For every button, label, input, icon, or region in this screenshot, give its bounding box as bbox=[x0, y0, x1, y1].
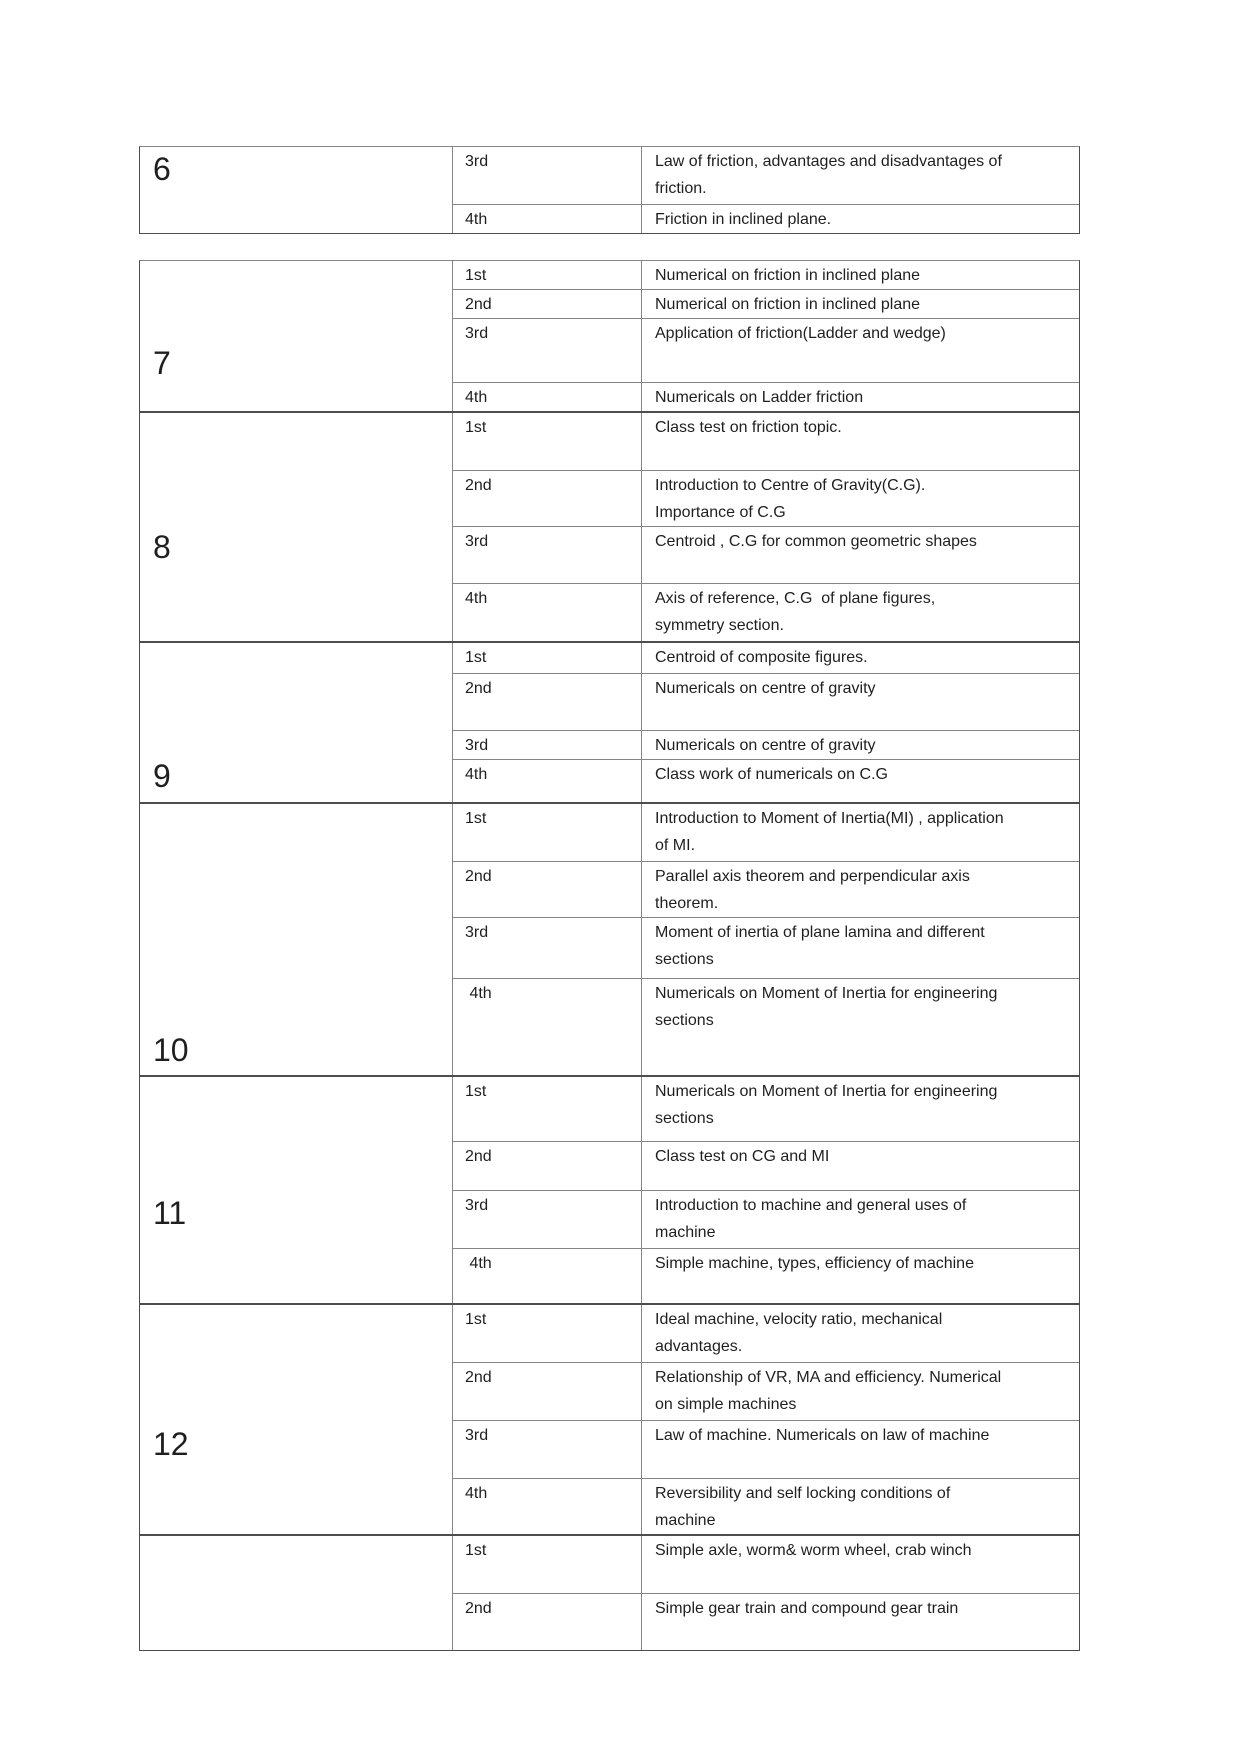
period-cell: 2nd bbox=[453, 1142, 642, 1190]
topic-text: Introduction to Moment of Inertia(MI) , application of MI. bbox=[655, 810, 1009, 854]
topic-text: Ideal machine, velocity ratio, mechanical advantages. bbox=[655, 1311, 947, 1355]
topic-text: Numerical on friction in inclined plane bbox=[655, 267, 921, 284]
period-cell: 4th bbox=[453, 760, 642, 802]
period-cell: 1st bbox=[453, 1077, 642, 1141]
topic-text: Simple gear train and compound gear train bbox=[655, 1600, 959, 1617]
week-number: 11 bbox=[153, 1195, 187, 1231]
lesson-row bbox=[453, 978, 1079, 1075]
lesson-row bbox=[453, 1420, 1079, 1478]
topic-text: Numericals on centre of gravity bbox=[655, 737, 876, 754]
week-rows bbox=[453, 1536, 1079, 1650]
period-cell: 2nd bbox=[453, 290, 642, 318]
period-cell: 4th bbox=[453, 1479, 642, 1534]
topic-cell bbox=[642, 918, 1079, 978]
topic-cell bbox=[642, 1421, 1079, 1478]
week-number-cell bbox=[140, 1305, 453, 1534]
period-cell: 4th bbox=[453, 205, 642, 233]
topic-cell bbox=[642, 1142, 1079, 1190]
period-cell: 3rd bbox=[453, 1191, 642, 1248]
lesson-row bbox=[453, 1141, 1079, 1190]
period-cell: 1st bbox=[453, 261, 642, 289]
period-cell: 4th bbox=[453, 1249, 642, 1303]
topic-cell bbox=[642, 643, 1079, 673]
period-cell: 2nd bbox=[453, 1594, 642, 1650]
lesson-row bbox=[453, 1190, 1079, 1248]
topic-cell bbox=[642, 804, 1079, 861]
topic-cell bbox=[642, 147, 1079, 204]
lesson-row bbox=[453, 318, 1079, 382]
topic-text: Parallel axis theorem and perpendicular axis theorem. bbox=[655, 868, 975, 912]
lesson-row bbox=[453, 861, 1079, 917]
lesson-row bbox=[453, 583, 1079, 641]
week-number-cell bbox=[140, 1077, 453, 1303]
period-cell: 3rd bbox=[453, 731, 642, 759]
period-cell: 3rd bbox=[453, 918, 642, 978]
week-block bbox=[140, 641, 1079, 802]
topic-cell bbox=[642, 471, 1079, 526]
topic-text: Introduction to machine and general uses of machine bbox=[655, 1197, 971, 1241]
week-number: 8 bbox=[153, 529, 171, 565]
topic-cell bbox=[642, 205, 1079, 233]
lesson-row bbox=[453, 643, 1079, 673]
topic-cell bbox=[642, 731, 1079, 759]
topic-cell bbox=[642, 760, 1079, 802]
period-cell: 4th bbox=[453, 979, 642, 1075]
period-cell: 1st bbox=[453, 1536, 642, 1593]
week-number: 12 bbox=[153, 1426, 189, 1462]
lesson-row bbox=[453, 1077, 1079, 1141]
week-number: 10 bbox=[153, 1032, 189, 1068]
period-cell: 2nd bbox=[453, 862, 642, 917]
week-block bbox=[140, 1075, 1079, 1303]
period-cell: 4th bbox=[453, 584, 642, 641]
period-cell: 2nd bbox=[453, 1363, 642, 1420]
lesson-row bbox=[453, 759, 1079, 802]
period-cell: 2nd bbox=[453, 471, 642, 526]
week-rows bbox=[453, 261, 1079, 411]
period-cell: 1st bbox=[453, 804, 642, 861]
period-cell: 1st bbox=[453, 413, 642, 470]
topic-text: Numericals on centre of gravity bbox=[655, 680, 876, 697]
topic-cell bbox=[642, 1479, 1079, 1534]
topic-text: Class test on friction topic. bbox=[655, 419, 842, 436]
week-number-cell bbox=[140, 413, 453, 641]
period-cell: 2nd bbox=[453, 674, 642, 730]
topic-text: Moment of inertia of plane lamina and different sections bbox=[655, 924, 990, 968]
week-number: 6 bbox=[153, 151, 171, 187]
topic-cell bbox=[642, 674, 1079, 730]
topic-cell bbox=[642, 383, 1079, 411]
period-cell: 1st bbox=[453, 1305, 642, 1362]
topic-text: Numerical on friction in inclined plane bbox=[655, 296, 921, 313]
topic-text: Simple machine, types, efficiency of machine bbox=[655, 1255, 974, 1272]
period-cell: 4th bbox=[453, 383, 642, 411]
period-cell: 3rd bbox=[453, 1421, 642, 1478]
lesson-row bbox=[453, 1536, 1079, 1593]
topic-text: Numericals on Ladder friction bbox=[655, 389, 864, 406]
topic-cell bbox=[642, 862, 1079, 917]
topic-cell bbox=[642, 1363, 1079, 1420]
week-block bbox=[140, 261, 1079, 411]
week-number-cell bbox=[140, 261, 453, 411]
topic-text: Application of friction(Ladder and wedge) bbox=[655, 325, 946, 342]
topic-text: Centroid , C.G for common geometric shapes bbox=[655, 533, 977, 550]
lesson-row bbox=[453, 526, 1079, 583]
topic-text: Numericals on Moment of Inertia for engineering sections bbox=[655, 985, 1002, 1029]
topic-cell bbox=[642, 584, 1079, 641]
lesson-row bbox=[453, 261, 1079, 289]
week-rows bbox=[453, 1077, 1079, 1303]
week-number-cell bbox=[140, 643, 453, 802]
topic-cell bbox=[642, 413, 1079, 470]
topic-cell bbox=[642, 1249, 1079, 1303]
week-block bbox=[140, 1534, 1079, 1650]
lesson-row bbox=[453, 1248, 1079, 1303]
period-cell: 3rd bbox=[453, 319, 642, 382]
topic-cell bbox=[642, 261, 1079, 289]
topic-text: Axis of reference, C.G of plane figures, symmetry section. bbox=[655, 590, 940, 634]
topic-text: Law of machine. Numericals on law of machine bbox=[655, 1427, 990, 1444]
week-block bbox=[140, 1303, 1079, 1534]
week-number: 7 bbox=[153, 345, 171, 381]
topic-cell bbox=[642, 527, 1079, 583]
topic-text: Centroid of composite figures. bbox=[655, 649, 868, 666]
week-block bbox=[140, 802, 1079, 1075]
topic-text: Class test on CG and MI bbox=[655, 1148, 830, 1165]
period-cell: 3rd bbox=[453, 147, 642, 204]
week-rows bbox=[453, 413, 1079, 641]
topic-cell bbox=[642, 1191, 1079, 1248]
lesson-row bbox=[453, 413, 1079, 470]
lesson-row bbox=[453, 1362, 1079, 1420]
lesson-row bbox=[453, 470, 1079, 526]
lesson-row bbox=[453, 289, 1079, 318]
topic-text: Friction in inclined plane. bbox=[655, 211, 832, 228]
lesson-row bbox=[453, 917, 1079, 978]
week-rows bbox=[453, 643, 1079, 802]
week-number-cell bbox=[140, 147, 453, 233]
topic-text: Class work of numericals on C.G bbox=[655, 766, 888, 783]
week-block bbox=[140, 411, 1079, 641]
topic-text: Numericals on Moment of Inertia for engineering sections bbox=[655, 1083, 1002, 1127]
lesson-plan-table-top bbox=[139, 146, 1080, 234]
lesson-row bbox=[453, 382, 1079, 411]
topic-cell bbox=[642, 1305, 1079, 1362]
lesson-row bbox=[453, 1593, 1079, 1650]
period-cell: 3rd bbox=[453, 527, 642, 583]
week-block bbox=[140, 147, 1079, 233]
lesson-row bbox=[453, 1305, 1079, 1362]
lesson-row bbox=[453, 204, 1079, 233]
topic-text: Law of friction, advantages and disadvantages of friction. bbox=[655, 153, 1007, 197]
topic-cell bbox=[642, 1077, 1079, 1141]
week-rows bbox=[453, 1305, 1079, 1534]
topic-cell bbox=[642, 1594, 1079, 1650]
lesson-row bbox=[453, 804, 1079, 861]
lesson-row bbox=[453, 147, 1079, 204]
week-number-cell bbox=[140, 804, 453, 1075]
topic-text: Reversibility and self locking conditions of machine bbox=[655, 1485, 955, 1529]
lesson-row bbox=[453, 673, 1079, 730]
week-number-cell bbox=[140, 1536, 453, 1650]
lesson-row bbox=[453, 1478, 1079, 1534]
topic-cell bbox=[642, 1536, 1079, 1593]
topic-text: Simple axle, worm& worm wheel, crab winch bbox=[655, 1542, 972, 1559]
week-number: 9 bbox=[153, 758, 171, 794]
topic-cell bbox=[642, 290, 1079, 318]
topic-text: Introduction to Centre of Gravity(C.G). Importance of C.G bbox=[655, 477, 930, 521]
week-rows bbox=[453, 147, 1079, 233]
topic-cell bbox=[642, 979, 1079, 1075]
week-rows bbox=[453, 804, 1079, 1075]
topic-text: Relationship of VR, MA and efficiency. Numerical on simple machines bbox=[655, 1369, 1006, 1413]
lesson-row bbox=[453, 730, 1079, 759]
topic-cell bbox=[642, 319, 1079, 382]
period-cell: 1st bbox=[453, 643, 642, 673]
lesson-plan-table-main bbox=[139, 260, 1080, 1651]
